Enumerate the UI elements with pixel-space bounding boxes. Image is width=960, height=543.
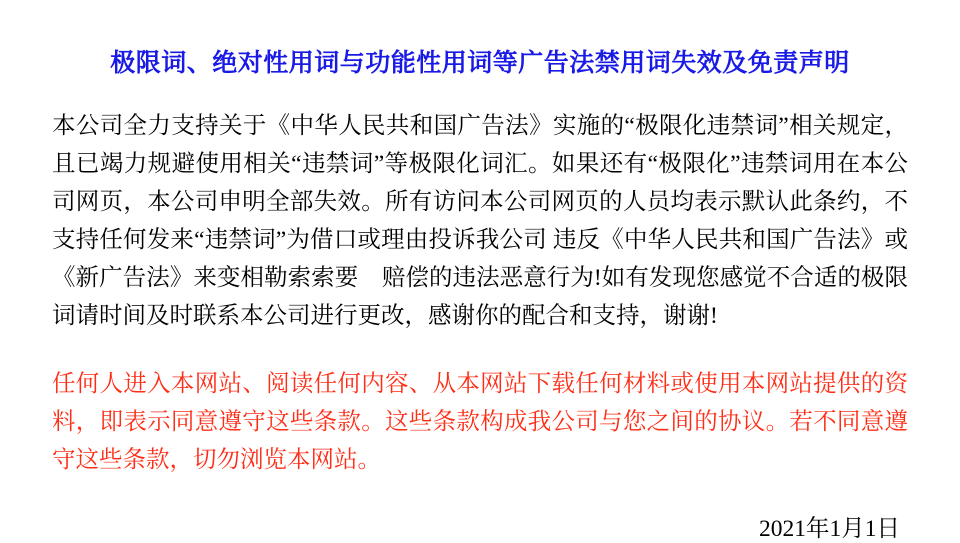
- terms-warning-paragraph: 任何人进入本网站、阅读任何内容、从本网站下载任何材料或使用本网站提供的资料，即表示同意遵守这些条款。这些条款构成我公司与您之间的协议。若不同意遵守这些条款，切勿浏览本网站。: [52, 370, 908, 473]
- disclaimer-body-paragraph: 本公司全力支持关于《中华人民共和国广告法》实施的“极限化违禁词”相关规定，且已竭力规避使用相关“违禁词”等极限化词汇。如果还有“极限化”违禁词用在本公司网页，本公司申明全部失效。所有访问本公司网页的人员均表示默认此条约，不支持任何发来“违禁词”为借口或理由投诉我公司 违反《中华人民共和国广告法》或《新广告法》来变相勒索索要 赔偿的违法恶意行为!如有发现您感觉不合适的极限词请时间及时联系本公司进行更改，感谢你的配合和支持，谢谢!: [52, 112, 908, 329]
- effective-date: 2021年1月1日: [759, 516, 900, 543]
- page-title: 极限词、绝对性用词与功能性用词等广告法禁用词失效及免责声明: [110, 50, 850, 77]
